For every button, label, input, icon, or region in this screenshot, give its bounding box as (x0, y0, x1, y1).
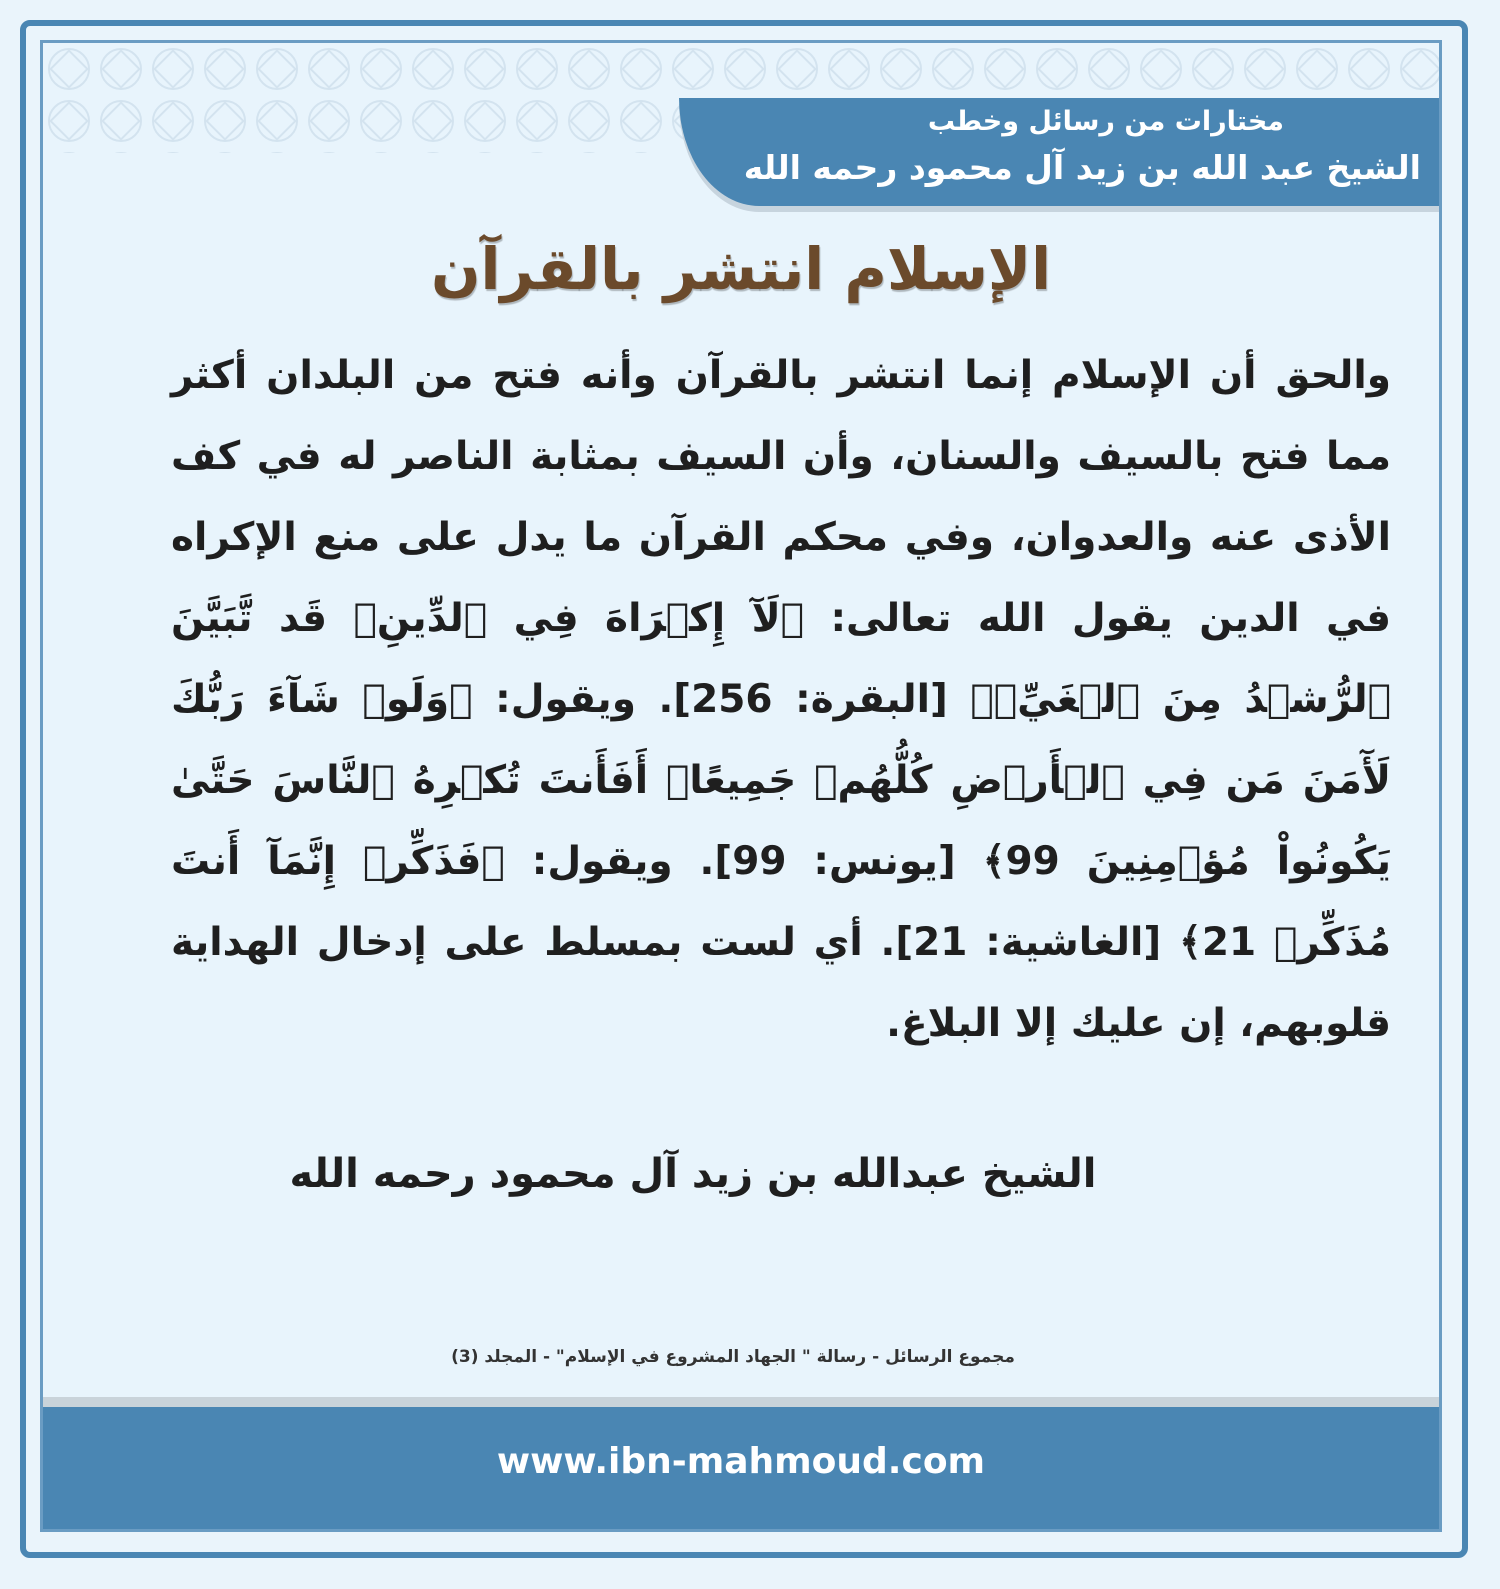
card (40, 40, 1442, 1532)
website-link[interactable]: www.ibn-mahmoud.com (496, 1441, 986, 1482)
page-title: الإسلام انتشر بالقرآن (430, 235, 1052, 303)
body-paragraph: والحق أن الإسلام إنما انتشر بالقرآن وأنه فتح من البلدان أكثر مما فتح بالسيف والسنان، وأن السيف بمثابة الناصر له في كف الأذى عنه والعدوان، وفي محكم القرآن ما يدل على منع الإكراه في الدين يقول الله تعالى: ﴿لَآ إِكۡرَاهَ فِي ٱلدِّينِۖ قَد تَّبَيَّنَ ٱلرُّشۡدُ مِنَ ٱلۡغَيِّۚ﴾ [البقرة: 256]. ويقول: ﴿وَلَوۡ شَآءَ رَبُّكَ لَأٓمَنَ مَن فِي ٱلۡأَرۡضِ كُلُّهُمۡ جَمِيعًاۚ أَفَأَنتَ تُكۡرِهُ ٱلنَّاسَ حَتَّىٰ يَكُونُواْ مُؤۡمِنِينَ 99﴾ [يونس: 99]. ويقول: ﴿فَذَكِّرۡ إِنَّمَآ أَنتَ مُذَكِّرٞ 21﴾ [الغاشية: 21]. أي لست بمسلط على إدخال الهداية قلوبهم، إن عليك إلا البلاغ. (171, 353, 1391, 1046)
footer-banner (43, 1397, 1439, 1529)
source-citation: مجموع الرسائل - رسالة " الجهاد المشروع في الإسلام" - المجلد (3) (451, 1347, 1015, 1367)
header-banner (679, 98, 1439, 206)
header-author: الشيخ عبد الله بن زيد آل محمود رحمه الله (743, 148, 1421, 187)
author-signature: الشيخ عبدالله بن زيد آل محمود رحمه الله (289, 1151, 1097, 1197)
header-subtitle: مختارات من رسائل وخطب (927, 106, 1284, 137)
